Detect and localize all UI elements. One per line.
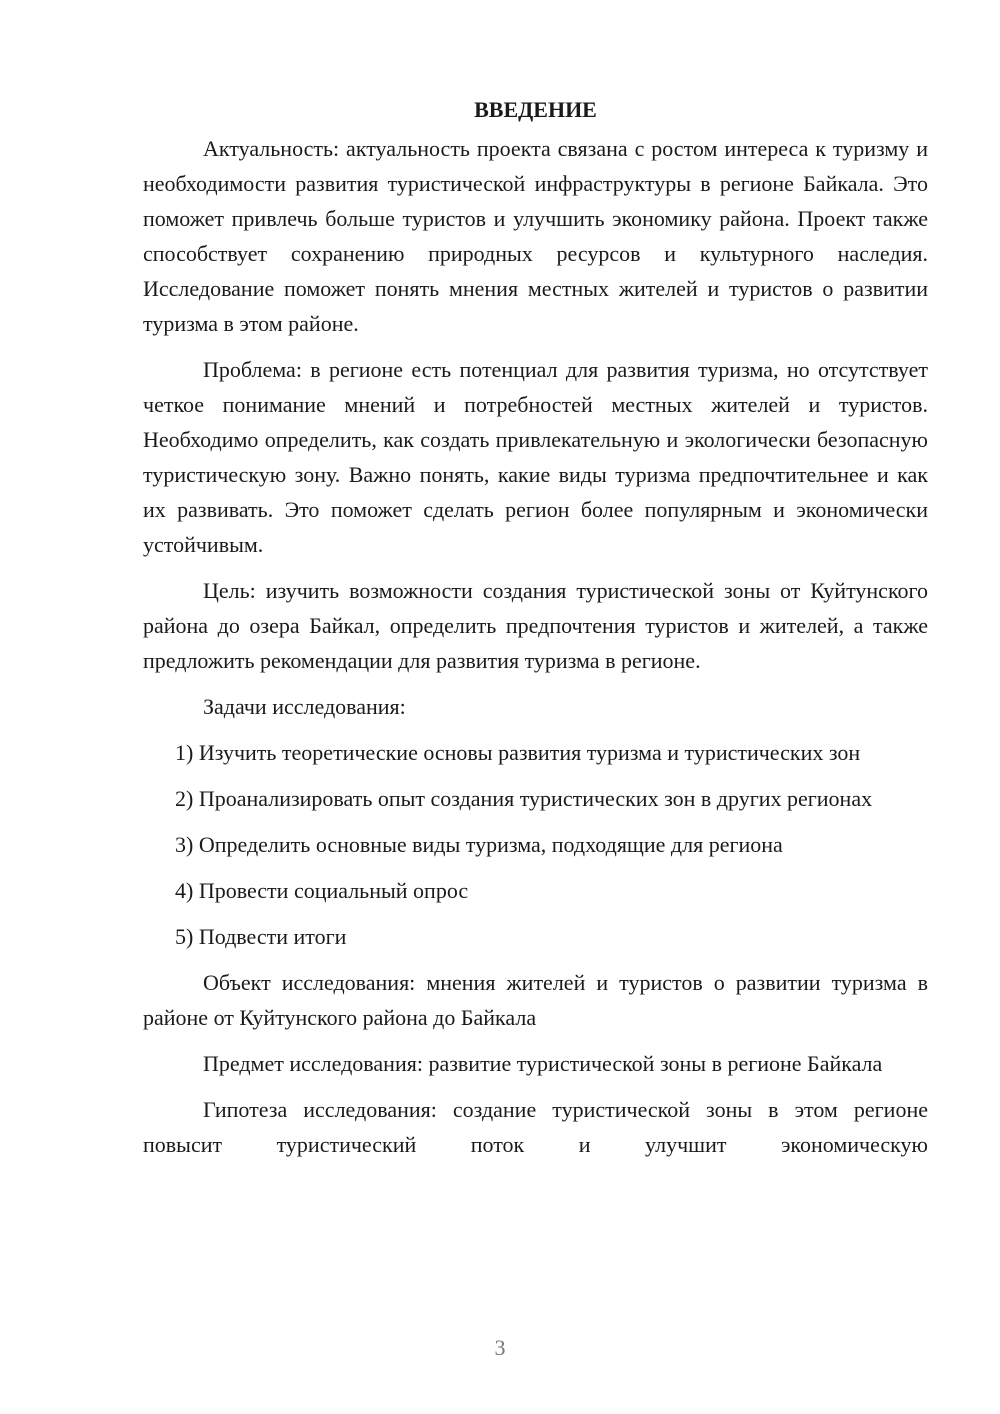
page-number: 3 — [494, 1335, 506, 1360]
paragraph-problem: Проблема: в регионе есть потенциал для развития туризма, но отсутствует четкое понимание мнений и потребностей местных жителей и туристов. Необходимо определить, как создать привлекательную и экологически безопасную туристическую зону. Важно понять, какие виды туризма предпочтительнее и как их развивать. Это поможет сделать регион более популярным и экономически устойчивым. — [143, 357, 928, 557]
tasks-heading: Задачи исследования: — [203, 694, 406, 719]
paragraph-relevance: Актуальность: актуальность проекта связана с ростом интереса к туризму и необходимости развития туристической инфраструктуры в регионе Байкала. Это поможет привлечь больше туристов и улучшить экономику района. Проект также способствует сохранению природных ресурсов и культурного наследия. Исследование поможет понять мнения местных жителей и туристов о развитии туризма в этом районе. — [143, 136, 928, 336]
task-item: 1) Изучить теоретические основы развития туризма и туристических зон — [175, 740, 861, 765]
task-item: 2) Проанализировать опыт создания туристических зон в других регионах — [175, 786, 873, 811]
task-item: 3) Определить основные виды туризма, подходящие для региона — [175, 832, 783, 857]
paragraph-hypothesis: Гипотеза исследования: создание туристической зоны в этом регионе повысит туристический поток и улучшит экономическую — [143, 1097, 928, 1157]
paragraph-subject: Предмет исследования: развитие туристической зоны в регионе Байкала — [203, 1051, 883, 1076]
paragraph-object: Объект исследования: мнения жителей и туристов о развитии туризма в районе от Куйтунского района до Байкала — [143, 970, 928, 1030]
paragraph-goal: Цель: изучить возможности создания туристической зоны от Куйтунского района до озера Байкал, определить предпочтения туристов и жителей, а также предложить рекомендации для развития туризма в регионе. — [143, 578, 928, 673]
task-item: 5) Подвести итоги — [175, 924, 347, 949]
document-page — [143, 92, 928, 1173]
task-item: 4) Провести социальный опрос — [175, 878, 469, 903]
section-title: ВВЕДЕНИЕ — [474, 97, 597, 122]
